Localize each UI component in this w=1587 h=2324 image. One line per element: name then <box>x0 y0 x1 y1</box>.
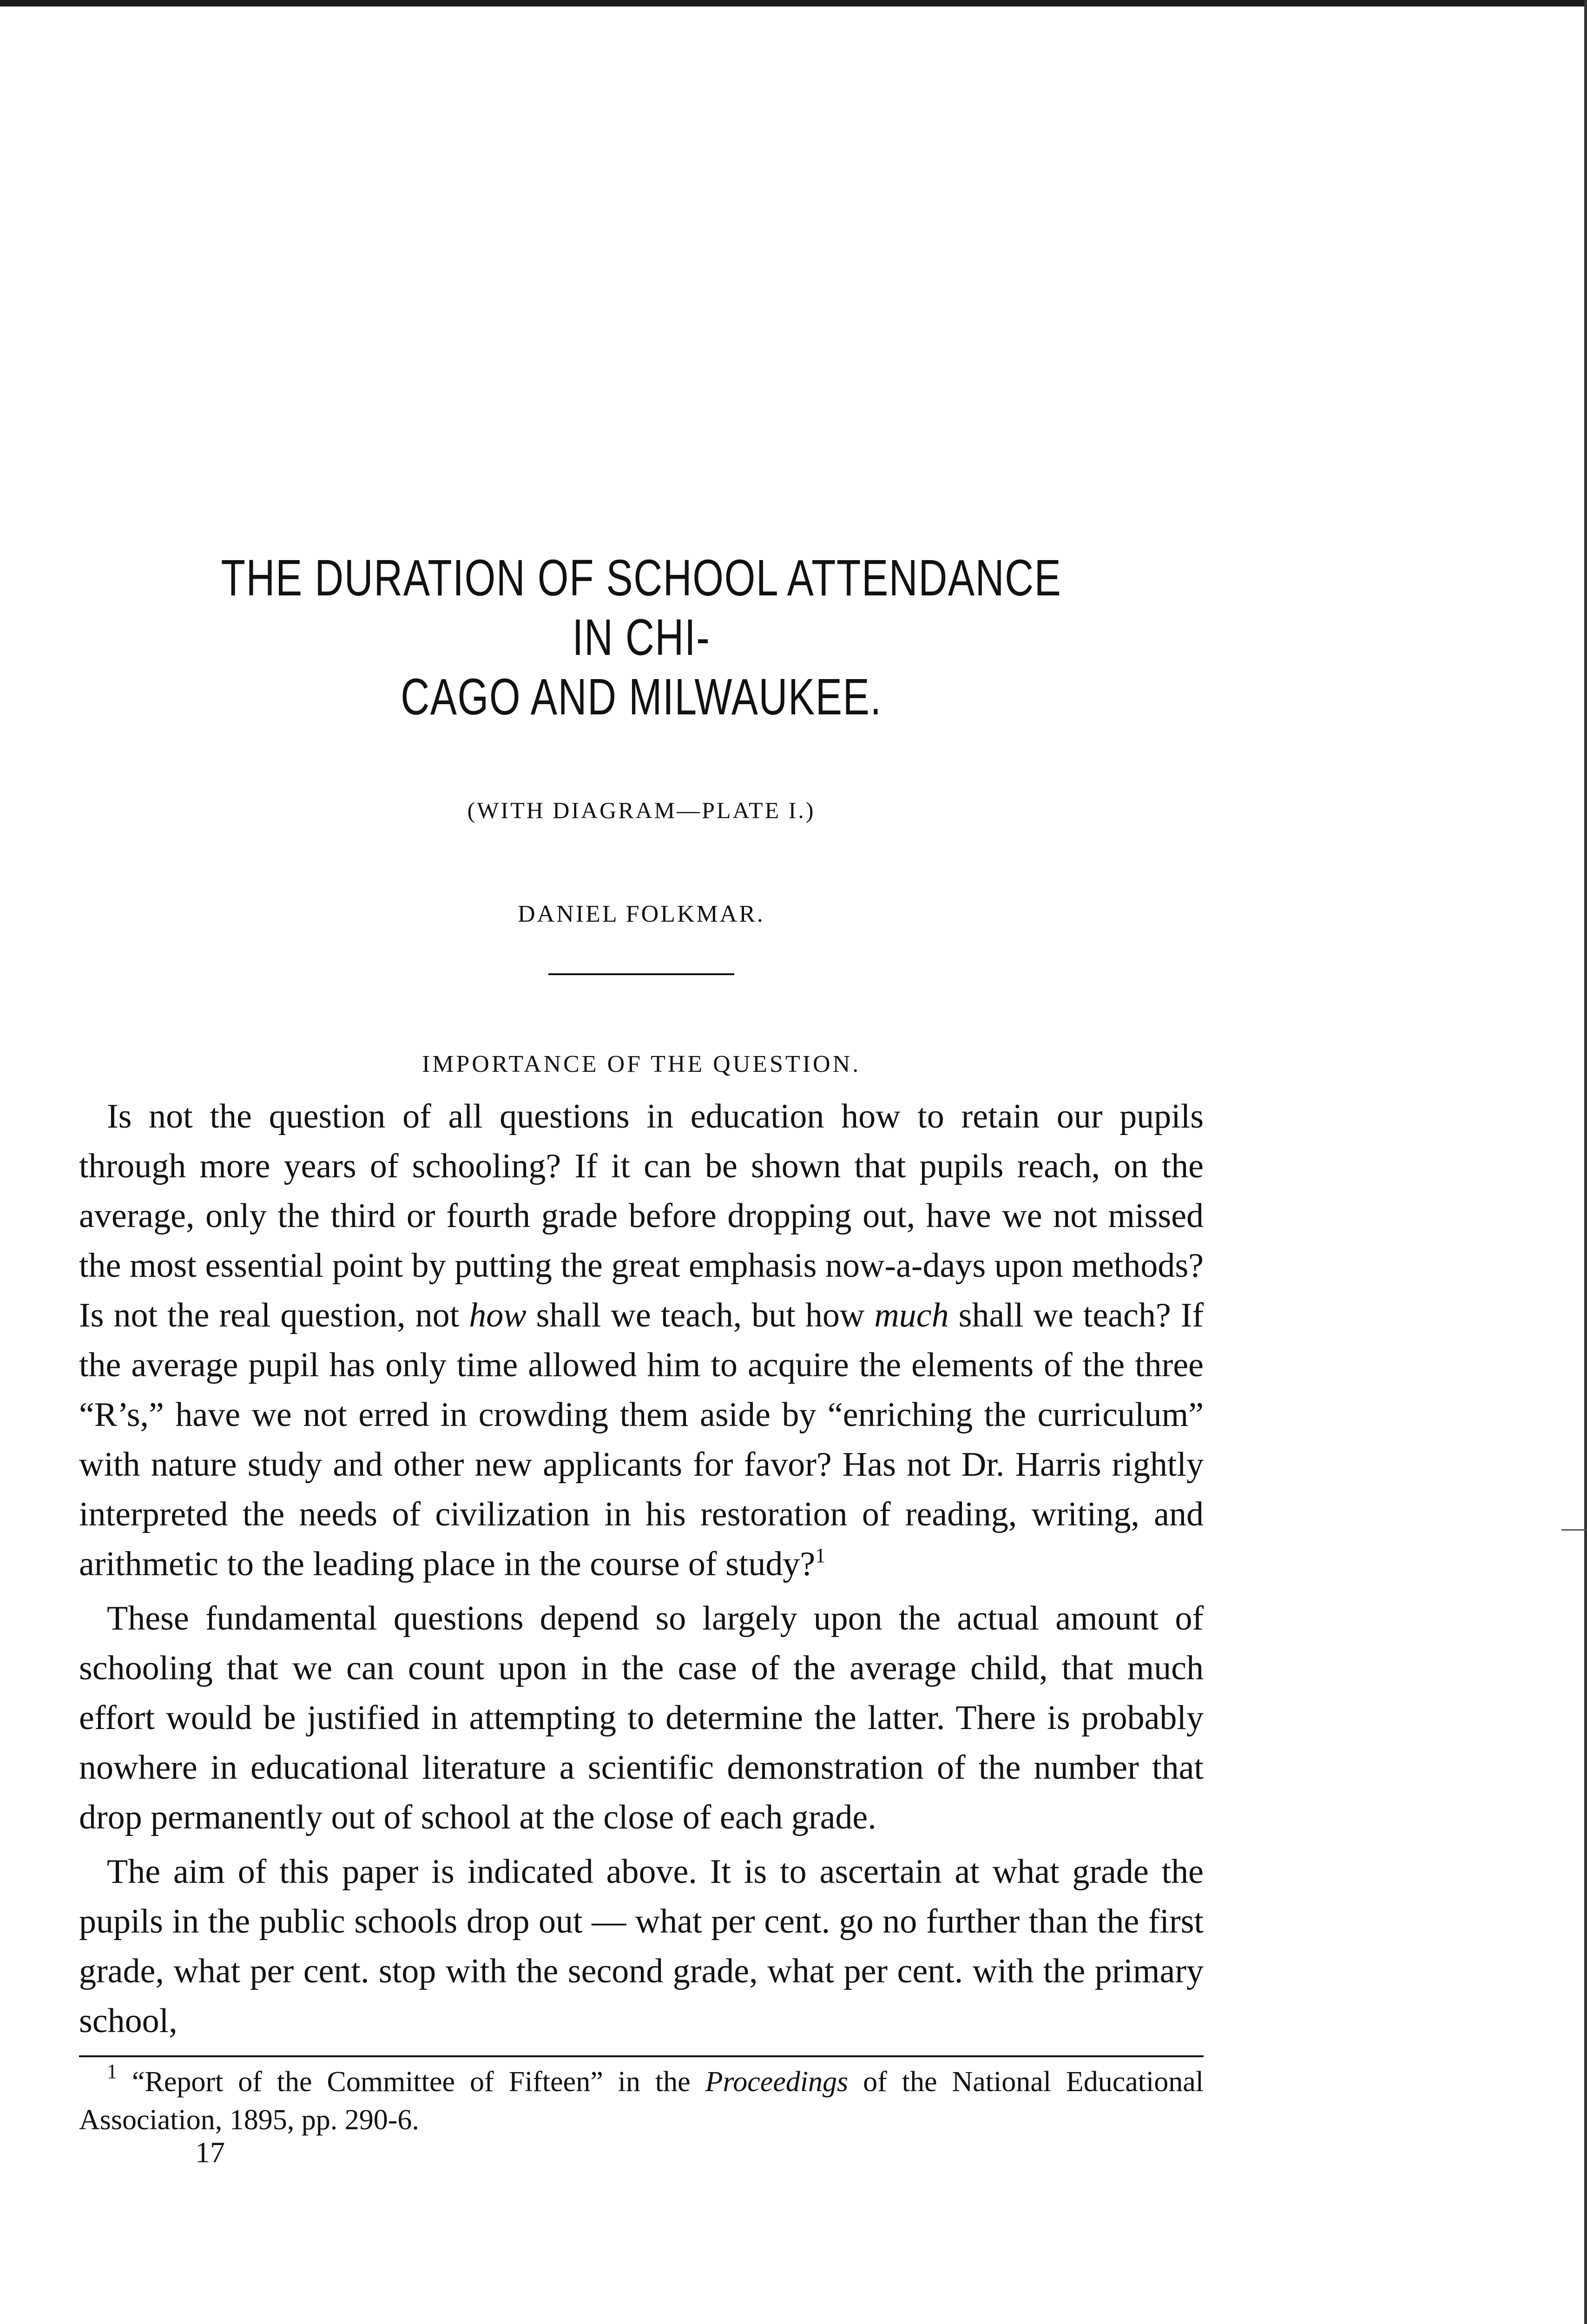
paragraph-3: The aim of this paper is indicated above. It is to ascertain at what grade the pupils in the public schools drop out — what per cent. go no further than the first grade, what per cent. stop with the second grade, what per cent. with the primary school, <box>79 1853 1204 2040</box>
scan-right-edge <box>1584 0 1587 2324</box>
title-line-2: CAGO AND MILWAUKEE. <box>401 668 882 726</box>
page <box>79 548 1204 2170</box>
footnote <box>79 2060 1204 2139</box>
footnote-mark: 1 <box>107 2060 117 2083</box>
footnote-part-a: “Report of the Committee of Fifteen” in the <box>132 2066 705 2098</box>
author: DANIEL FOLKMAR. <box>518 901 765 927</box>
emphasis-much: much <box>874 1296 949 1334</box>
emphasis-how: how <box>469 1296 527 1334</box>
page-number: 17 <box>195 2136 225 2169</box>
paragraph-1-part-c: shall we teach? If the average pupil has only time allowed him to acquire the elements of the three “R’s,” have we not erred in crowding them aside by “enriching the curriculum” with nature study and other new applicants for favor? Has not Dr. Harris rightly interpreted the needs of civilization in his restoration of reading, writing, and arithmetic to the leading place in the course of study? <box>79 1296 1204 1583</box>
title-line-1: THE DURATION OF SCHOOL ATTENDANCE IN CHI- <box>221 549 1062 666</box>
paragraph-1-part-a: Is not the question of all questions in education how to retain our pupils through more years of schooling? If it can be shown that pupils reach, on the average, only the third or fourth grade before dropping out, have we not missed the most essential point by putting the great emphasis now-a-days upon methods? Is not the real question, not <box>79 1097 1204 1334</box>
article-title <box>203 548 1080 727</box>
scan-top-edge <box>0 0 1587 7</box>
paragraph-1 <box>79 1092 1204 1589</box>
paragraph-2: These fundamental questions depend so largely upon the actual amount of schooling that we can count upon in the case of the average child, that much effort would be justified in attempting to determine the latter. There is probably nowhere in educational literature a scientific demonstration of the number that drop permanently out of school at the close of each grade. <box>79 1599 1204 1836</box>
footnote-italic: Proceedings <box>705 2066 849 2098</box>
fold-line <box>1561 1529 1587 1531</box>
footnote-rule <box>79 2055 1204 2057</box>
subtitle: (WITH DIAGRAM—PLATE I.) <box>467 797 816 823</box>
footnote-part-b: of the National Educational Association, 1895, pp. 290-6. <box>79 2066 1204 2136</box>
footnote-reference: 1 <box>815 1544 826 1567</box>
section-heading: IMPORTANCE OF THE QUESTION. <box>421 1051 861 1077</box>
paragraph-1-part-b: shall we teach, but how <box>526 1296 875 1334</box>
title-rule <box>548 973 734 975</box>
body-text <box>79 1092 1204 2046</box>
